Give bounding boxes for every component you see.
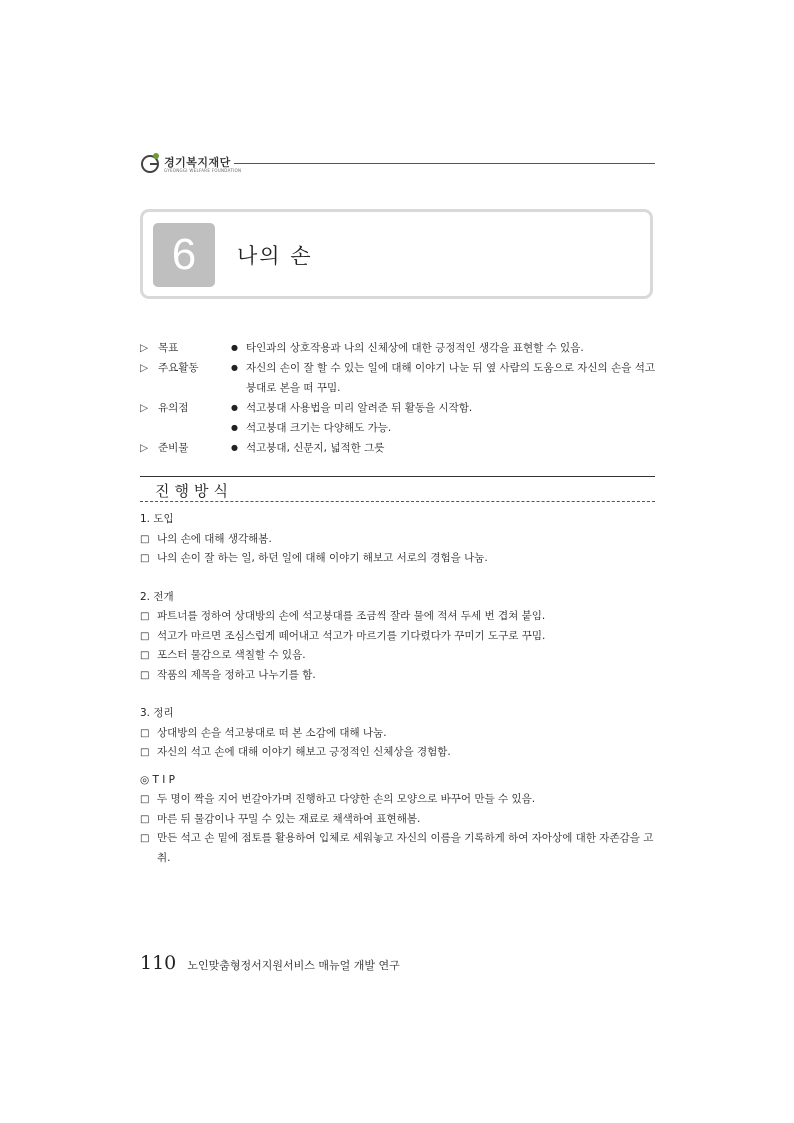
triangle-bullet-icon: ▷ [140,402,149,414]
chapter-title: 나의 손 [237,244,313,268]
step-heading: 3. 정리 [140,707,174,719]
list-item: □ 마른 뒤 물감이나 꾸밀 수 있는 재료로 채색하여 표현해봄. [140,810,655,830]
info-row-goal [140,338,655,358]
info-text: 석고붕대 크기는 다양해도 가능. [246,422,392,434]
step-heading: 2. 전개 [140,590,174,603]
procedure-body [140,510,655,868]
info-row-main-activity [140,358,655,398]
checkbox-square-icon: □ [140,611,150,622]
checkbox-square-icon: □ [140,553,150,564]
chapter-title-box [140,209,653,299]
checkbox-square-icon: □ [140,669,150,681]
list-item: □ 작품의 제목을 정하고 나누기를 함. [140,666,655,686]
checkbox-square-icon: □ [140,630,150,642]
triangle-bullet-icon: ▷ [140,362,149,374]
info-text: 석고붕대, 신문지, 넓적한 그릇 [246,442,385,454]
list-item: □ 포스터 물감으로 색칠할 수 있음. [140,646,655,666]
info-text: 자신의 손이 잘 할 수 있는 일에 대해 이야기 나눈 뒤 옆 사람의 도움으로 자신의 손을 석고붕대로 본을 떠 꾸밈. [246,362,655,394]
page-number: 110 [140,952,177,974]
checkbox-square-icon: □ [140,747,150,758]
info-row-notes [140,398,655,438]
triangle-bullet-icon: ▷ [140,442,149,454]
chapter-number: 6 [153,223,215,287]
triangle-bullet-icon: ▷ [140,342,149,354]
org-name: 경기복지재단 [164,156,231,169]
info-row-materials [140,438,655,458]
info-label: 준비물 [158,442,189,454]
checkbox-square-icon: □ [140,794,150,805]
list-item: □ 석고가 마르면 조심스럽게 떼어내고 석고가 마르기를 기다렸다가 꾸미기 도구로 꾸밈. [140,627,655,647]
page-header [140,150,655,180]
info-label: 유의점 [158,402,189,414]
info-label: 주요활동 [158,362,199,374]
checkbox-square-icon: □ [140,650,150,661]
tip-heading: ◎ T I P [140,773,176,786]
section-dashed-rule [140,501,655,502]
bullet-icon: ● [231,363,238,372]
checkbox-square-icon: □ [140,813,150,825]
foundation-logo-icon [140,152,162,174]
step-heading: 1. 도입 [140,513,174,525]
checkbox-square-icon: □ [140,727,150,739]
document-title: 노인맞춤형정서지원서비스 매뉴얼 개발 연구 [187,959,400,972]
checkbox-square-icon: □ [140,533,150,545]
activity-info [140,338,655,458]
bullet-icon: ● [231,343,238,352]
list-item: □ 나의 손이 잘 하는 일, 하던 일에 대해 이야기 해보고 서로의 경험을 나눔. [140,549,655,569]
bullet-icon: ● [231,423,238,432]
list-item: □ 만든 석고 손 밑에 점토를 활용하여 입체로 세워놓고 자신의 이름을 기록하게 하여 자아상에 대한 자존감을 고취. [140,829,655,868]
list-item: □ 자신의 석고 손에 대해 이야기 해보고 긍정적인 신체상을 경험함. [140,743,655,763]
list-item: □ 두 명이 짝을 지어 번갈아가며 진행하고 다양한 손의 모양으로 바꾸어 만들 수 있음. [140,790,655,810]
header-rule [234,163,655,164]
info-label: 목표 [158,342,179,354]
list-item: □ 나의 손에 대해 생각해봄. [140,530,655,550]
section-top-rule [140,476,655,477]
list-item: □ 파트너를 정하여 상대방의 손에 석고붕대를 조금씩 잘라 물에 적셔 두세 번 겹쳐 붙임. [140,607,655,627]
info-text: 석고붕대 사용법을 미리 알려준 뒤 활동을 시작함. [246,402,473,414]
section-title: 진행방식 [155,482,233,500]
bullet-icon: ● [231,443,238,452]
bullet-icon: ● [231,403,238,412]
page-footer [140,952,400,974]
checkbox-square-icon: □ [140,833,150,844]
info-text: 타인과의 상호작용과 나의 신체상에 대한 긍정적인 생각을 표현할 수 있음. [246,342,584,354]
list-item: □ 상대방의 손을 석고붕대로 떠 본 소감에 대해 나눔. [140,724,655,744]
org-subtitle: GYEONGGI WELFARE FOUNDATION [164,168,242,173]
